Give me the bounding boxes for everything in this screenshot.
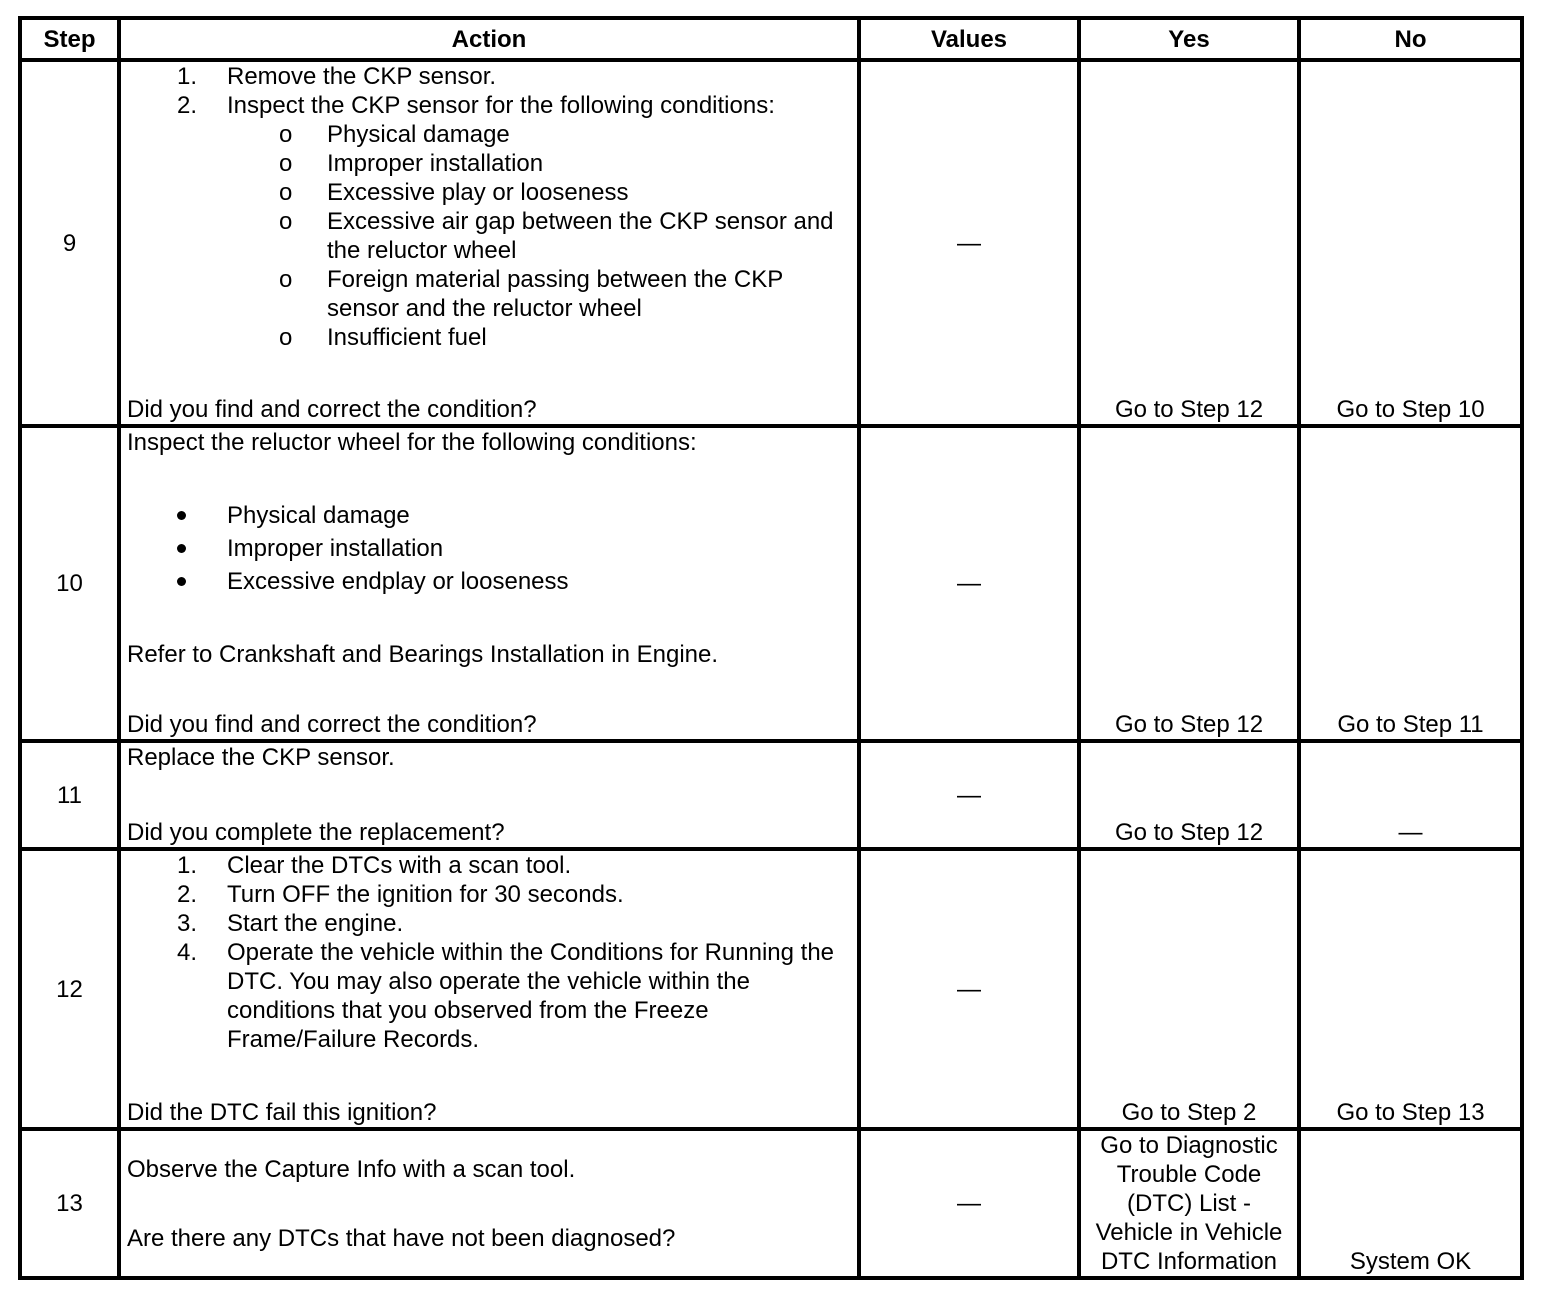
list-item xyxy=(127,532,851,565)
step-item-number: 1. xyxy=(177,852,198,879)
action-cell xyxy=(119,849,859,1129)
refer-text: Refer to Crankshaft and Bearings Installation in Engine. xyxy=(127,641,719,668)
intro-text: Replace the CKP sensor. xyxy=(127,744,395,771)
no-cell: — xyxy=(1299,741,1522,849)
circle-bullet: o xyxy=(279,324,293,351)
yes-cell: Go to Step 12 xyxy=(1079,741,1299,849)
step-number: 11 xyxy=(20,741,119,849)
header-no: No xyxy=(1299,18,1522,60)
step-item-number: 2. xyxy=(177,92,198,119)
action-cell xyxy=(119,1129,859,1278)
list-item xyxy=(127,938,851,1054)
step-item-text: Inspect the CKP sensor for the following conditions: xyxy=(227,92,775,119)
header-values: Values xyxy=(859,18,1079,60)
bullet-text: Improper installation xyxy=(227,535,444,562)
table-row-step-9 xyxy=(20,60,1522,426)
yes-cell: Go to Diagnostic Trouble Code (DTC) List - Vehicle in Vehicle DTC Information xyxy=(1079,1129,1299,1278)
circle-bullet: o xyxy=(279,150,293,177)
circle-bullet: o xyxy=(279,179,293,206)
condition-text: Excessive play or looseness xyxy=(327,179,629,206)
bullet-text: Excessive endplay or looseness xyxy=(227,568,569,595)
step-number: 12 xyxy=(20,849,119,1129)
sub-condition-list xyxy=(127,120,851,352)
intro-text: Observe the Capture Info with a scan tool. xyxy=(127,1155,576,1183)
action-cell xyxy=(119,60,859,426)
condition-text: Physical damage xyxy=(327,121,510,148)
list-item xyxy=(127,565,851,598)
numbered-steps xyxy=(127,62,851,352)
circle-bullet: o xyxy=(279,266,293,293)
values-cell: — xyxy=(859,426,1079,741)
step-number: 10 xyxy=(20,426,119,741)
no-cell: System OK xyxy=(1299,1129,1522,1278)
yes-cell: Go to Step 12 xyxy=(1079,60,1299,426)
table-row-step-12 xyxy=(20,849,1522,1129)
header-action: Action xyxy=(119,18,859,60)
action-cell xyxy=(119,426,859,741)
list-item xyxy=(127,909,851,938)
values-cell: — xyxy=(859,60,1079,426)
values-cell: — xyxy=(859,741,1079,849)
step-item-text: Turn OFF the ignition for 30 seconds. xyxy=(227,881,624,908)
no-cell: Go to Step 11 xyxy=(1299,426,1522,741)
list-item xyxy=(127,880,851,909)
diagnostic-table xyxy=(18,16,1524,1280)
step-item-text: Operate the vehicle within the Conditions for Running the DTC. You may also operate the vehicle within the conditions that you observed from the Freeze Frame/Failure Records. xyxy=(227,939,835,1053)
step-item-number: 1. xyxy=(177,63,198,90)
table-row-step-13 xyxy=(20,1129,1522,1278)
header-yes: Yes xyxy=(1079,18,1299,60)
step-item-number: 3. xyxy=(177,910,198,937)
list-item xyxy=(127,499,851,532)
question-text: Did you complete the replacement? xyxy=(127,819,505,846)
list-item xyxy=(127,178,851,207)
bullet-list xyxy=(127,499,851,598)
condition-text: Insufficient fuel xyxy=(327,324,487,351)
list-item xyxy=(127,149,851,178)
condition-text: Foreign material passing between the CKP sensor and the reluctor wheel xyxy=(327,266,783,322)
bullet-dot xyxy=(177,511,186,520)
numbered-steps xyxy=(127,851,851,1054)
step-number: 9 xyxy=(20,60,119,426)
list-item xyxy=(127,265,851,323)
question-text: Did the DTC fail this ignition? xyxy=(127,1099,437,1126)
list-item xyxy=(127,207,851,265)
question-text: Are there any DTCs that have not been diagnosed? xyxy=(127,1224,676,1252)
step-item-number: 2. xyxy=(177,881,198,908)
no-cell: Go to Step 10 xyxy=(1299,60,1522,426)
step-number: 13 xyxy=(20,1129,119,1278)
list-item xyxy=(127,323,851,352)
condition-text: Excessive air gap between the CKP sensor and the reluctor wheel xyxy=(327,208,834,264)
circle-bullet: o xyxy=(279,208,293,235)
bullet-dot xyxy=(177,544,186,553)
yes-cell: Go to Step 12 xyxy=(1079,426,1299,741)
list-item xyxy=(127,91,851,352)
question-text: Did you find and correct the condition? xyxy=(127,396,537,423)
circle-bullet: o xyxy=(279,121,293,148)
list-item xyxy=(127,62,851,91)
table-row-step-11 xyxy=(20,741,1522,849)
values-cell: — xyxy=(859,849,1079,1129)
bullet-dot xyxy=(177,577,186,586)
values-cell: — xyxy=(859,1129,1079,1278)
action-cell xyxy=(119,741,859,849)
list-item xyxy=(127,851,851,880)
yes-cell: Go to Step 2 xyxy=(1079,849,1299,1129)
bullet-text: Physical damage xyxy=(227,502,410,529)
list-item xyxy=(127,120,851,149)
question-text: Did you find and correct the condition? xyxy=(127,711,537,738)
no-cell: Go to Step 13 xyxy=(1299,849,1522,1129)
step-item-text: Remove the CKP sensor. xyxy=(227,63,497,90)
step-item-text: Clear the DTCs with a scan tool. xyxy=(227,852,572,879)
table-row-step-10 xyxy=(20,426,1522,741)
header-row xyxy=(20,18,1522,60)
condition-text: Improper installation xyxy=(327,150,544,177)
header-step: Step xyxy=(20,18,119,60)
intro-text: Inspect the reluctor wheel for the following conditions: xyxy=(127,429,697,456)
step-item-text: Start the engine. xyxy=(227,910,404,937)
step-item-number: 4. xyxy=(177,939,198,966)
